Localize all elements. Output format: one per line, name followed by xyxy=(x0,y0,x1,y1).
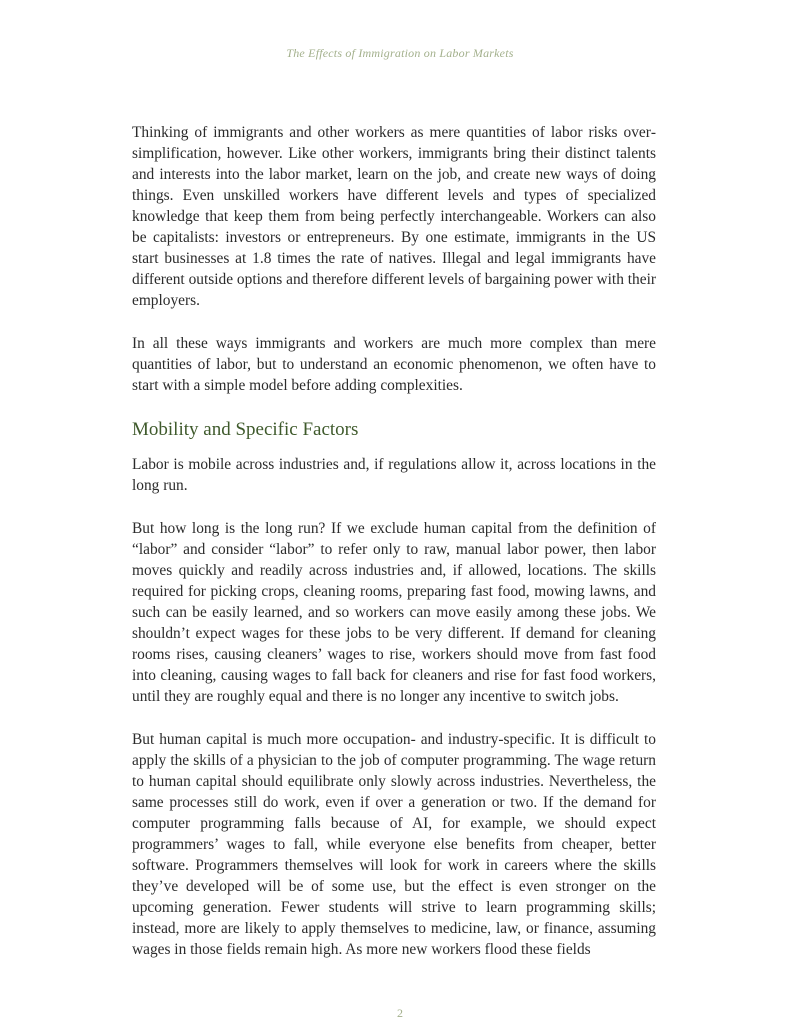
body-paragraph: Thinking of immigrants and other workers as mere quantities of labor risks oversimplification, however. Like other workers, immigrants bring their distinct talents and interests into the labor market, learn on the job, and create new ways of doing things. Even unskilled workers have different levels and types of specialized knowledge that keep them from being perfectly interchangeable. Workers can also be capitalists: investors or entrepreneurs. By one estimate, immigrants in the US start businesses at 1.8 times the rate of natives. Illegal and legal immigrants have different outside options and therefore different levels of bargaining power with their employers. xyxy=(132,124,656,309)
page-number: 2 xyxy=(397,1006,403,1020)
body-paragraph: In all these ways immigrants and workers are much more complex than mere quantities of labor, but to understand an economic phenomenon, we often have to start with a simple model before adding complexities. xyxy=(132,335,656,394)
body-paragraph: But human capital is much more occupation- and industry-specific. It is difficult to apply the skills of a physician to the job of computer programming. The wage return to human capital should equilibrate only slowly across industries. Nevertheless, the same processes still do work, even if over a generation or two. If the demand for computer programming falls because of AI, for example, we should expect programmers’ wages to fall, while everyone else benefits from cheaper, better software. Programmers themselves will look for work in careers where the skills they’ve developed will be of some use, but the effect is even stronger on the upcoming generation. Fewer students will strive to learn programming skills; instead, more are likely to apply themselves to medicine, law, or finance, assuming wages in those fields remain high. As more new workers flood these fields xyxy=(132,731,656,958)
section-heading: Mobility and Specific Factors xyxy=(132,419,359,440)
body-paragraph: But how long is the long run? If we exclude human capital from the definition of “labor” and consider “labor” to refer only to raw, manual labor power, then labor moves quickly and readily across industries and, if allowed, locations. The skills required for picking crops, cleaning rooms, preparing fast food, mowing lawns, and such can be easily learned, and so workers can move easily among these jobs. We shouldn’t expect wages for these jobs to be very different. If demand for cleaning rooms rises, causing cleaners’ wages to rise, workers should move from fast food into cleaning, causing wages to fall back for cleaners and rise for fast food workers, until they are roughly equal and there is no longer any incentive to switch jobs. xyxy=(132,520,656,705)
document-body xyxy=(132,122,656,982)
running-header: The Effects of Immigration on Labor Markets xyxy=(286,46,514,60)
body-paragraph: Labor is mobile across industries and, if regulations allow it, across locations in the long run. xyxy=(132,456,656,494)
